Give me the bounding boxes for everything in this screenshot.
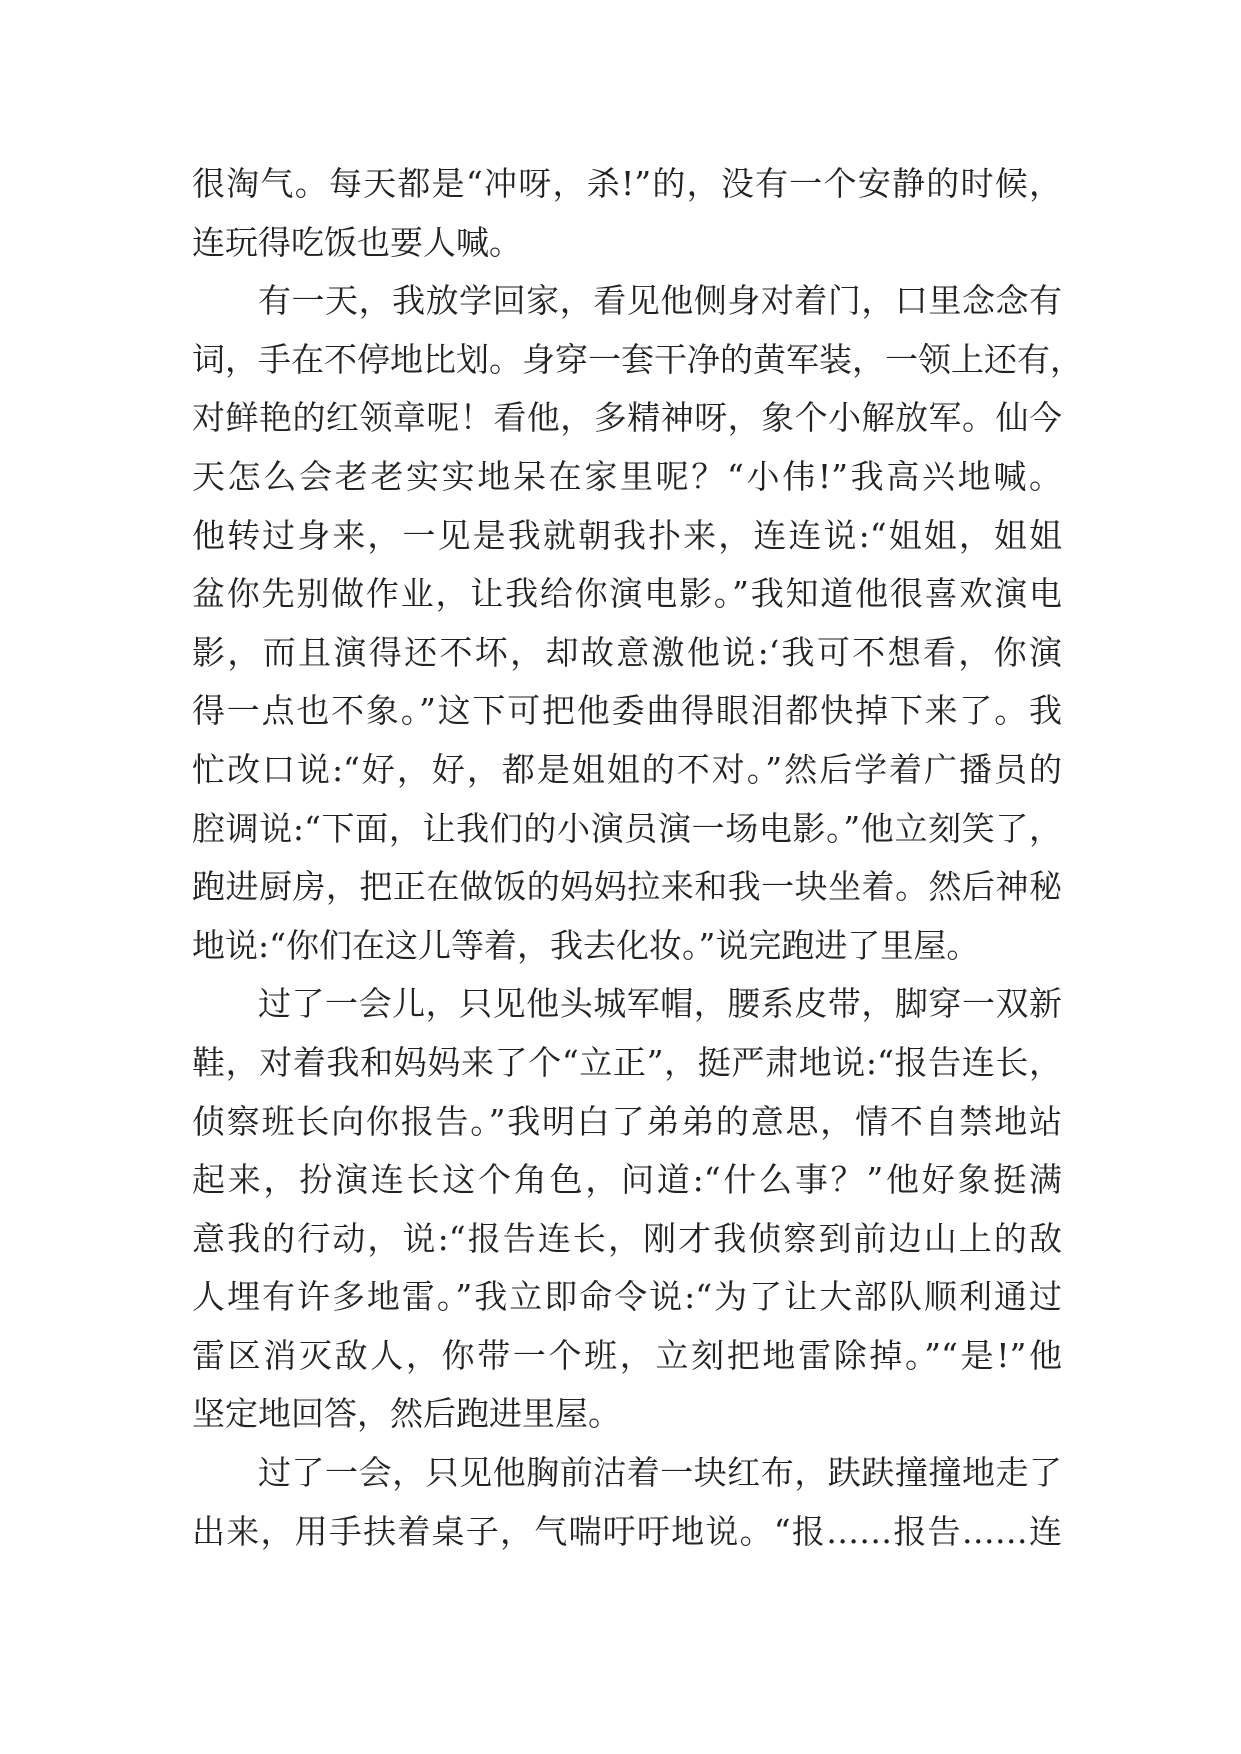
text-line: 人埋有许多地雷。”我立即命令说:“为了让大部队顺利通过 (192, 1277, 1062, 1317)
text-line: 雷区消灭敌人，你带一个班，立刻把地雷除掉。”“是!”他 (192, 1335, 1062, 1375)
text-line: 意我的行动，说:“报告连长，刚才我侦察到前边山上的敌 (192, 1218, 1062, 1258)
text-line: 连玩得吃饭也要人喊。 (192, 222, 522, 262)
text-line: 腔调说:“下面，让我们的小演员演一场电影。”他立刻笑了， (192, 808, 1062, 848)
text-line: 过了一会儿，只见他头城军帽，腰系皮带，脚穿一双新 (258, 984, 1062, 1024)
text-line: 出来，用手扶着桌子，气喘吁吁地说。“报……报告……连 (192, 1511, 1062, 1551)
text-line: 忙改口说:“好，好，都是姐姐的不对。”然后学着广播员的 (192, 749, 1062, 789)
text-line: 有一天，我放学回家，看见他侧身对着门，口里念念有 (258, 281, 1062, 321)
text-line: 过了一会，只见他胸前沽着一块红布，趺趺撞撞地走了 (258, 1453, 1062, 1493)
text-line: 天怎么会老老实实地呆在家里呢？“小伟!”我高兴地喊。 (192, 456, 1062, 496)
text-line: 得一点也不象。”这下可把他委曲得眼泪都快掉下来了。我 (192, 691, 1062, 731)
text-line: 侦察班长向你报告。”我明白了弟弟的意思，情不自禁地站 (192, 1101, 1062, 1141)
text-line: 他转过身来，一见是我就朝我扑来，连连说:“姐姐，姐姐 (192, 515, 1062, 555)
text-line: 盆你先别做作业，让我给你演电影。”我知道他很喜欢演电 (192, 574, 1062, 614)
text-line: 鞋，对着我和妈妈来了个“立正”，挺严肃地说:“报告连长， (192, 1042, 1062, 1082)
text-line: 对鲜艳的红领章呢！看他，多精神呀，象个小解放军。仙今 (192, 398, 1062, 438)
text-line: 坚定地回答，然后跑进里屋。 (192, 1394, 621, 1434)
text-line: 很淘气。每天都是“冲呀，杀!”的，没有一个安静的时候， (192, 164, 1062, 203)
text-line: 影，而且演得还不坏，却故意激他说:‘我可不想看，你演 (192, 632, 1062, 672)
body-text (192, 155, 1083, 1561)
text-line: 地说:“你们在这儿等着，我去化妆。”说完跑进了里屋。 (192, 925, 980, 965)
text-line: 词，手在不停地比划。身穿一套干净的黄军装，一领上还有， (192, 339, 1083, 379)
text-line: 起来，扮演连长这个角色，问道:“什么事？”他好象挺满 (192, 1160, 1062, 1200)
text-line: 跑进厨房，把正在做饭的妈妈拉来和我一块坐着。然后神秘 (192, 867, 1062, 907)
